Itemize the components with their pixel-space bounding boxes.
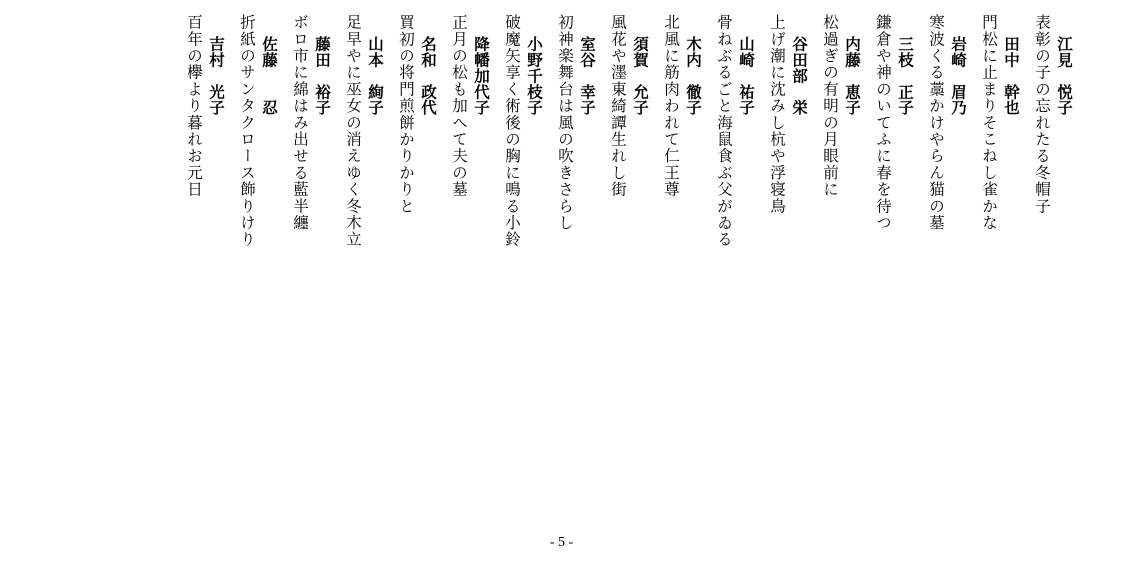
haiku-verse: 破魔矢享く術後の胸に鳴る小鈴 — [503, 14, 521, 248]
haiku-entry — [501, 14, 545, 248]
author-name: 山崎 祐子 — [737, 36, 756, 116]
haiku-verse: 上げ潮に沈みし杭や浮寝鳥 — [768, 14, 786, 215]
haiku-entry — [925, 14, 969, 231]
haiku-entry — [978, 14, 1022, 231]
haiku-verse: 初神楽舞台は風の吹きさらし — [556, 14, 574, 232]
author-name: 小野千枝子 — [525, 36, 544, 116]
author-name: 藤田 裕子 — [313, 36, 332, 116]
haiku-verse: 鎌倉や神のいてふに春を待つ — [874, 14, 892, 232]
haiku-verse: 門松に止まりそこねし雀かな — [980, 14, 998, 232]
haiku-verse: 寒波くる藁かけやらん猫の墓 — [927, 14, 945, 232]
author-name: 山本 絢子 — [366, 36, 385, 116]
haiku-entry — [289, 14, 333, 231]
author-name: 内藤 恵子 — [843, 36, 862, 116]
haiku-entry — [1031, 14, 1075, 214]
haiku-verse: 折紙のサンタクロース飾りけり — [238, 14, 256, 248]
haiku-list — [183, 14, 1075, 314]
haiku-verse: 松過ぎの有明の月眼前に — [821, 14, 839, 198]
haiku-entry — [607, 14, 651, 198]
haiku-entry — [342, 14, 386, 248]
author-name: 佐藤 忍 — [260, 36, 279, 116]
author-name: 江見 悦子 — [1055, 36, 1074, 116]
haiku-entry — [713, 14, 757, 248]
haiku-entry — [236, 14, 280, 248]
haiku-entry — [395, 14, 439, 214]
author-name: 室谷 幸子 — [578, 36, 597, 116]
author-name: 三枝 正子 — [896, 36, 915, 116]
haiku-verse: 正月の松も加へて夫の墓 — [450, 14, 468, 198]
author-name: 田中 幹也 — [1002, 36, 1021, 116]
haiku-verse: 足早やに巫女の消えゆく冬木立 — [344, 14, 362, 248]
author-name: 名和 政代 — [419, 36, 438, 116]
author-name: 降幡加代子 — [472, 36, 491, 116]
haiku-entry — [448, 14, 492, 198]
haiku-verse: 風花や濹東綺譚生れし街 — [609, 14, 627, 198]
author-name: 岩崎 眉乃 — [949, 36, 968, 116]
haiku-verse: 百年の欅より暮れお元日 — [185, 14, 203, 198]
haiku-entry — [660, 14, 704, 198]
author-name: 吉村 光子 — [207, 36, 226, 116]
haiku-verse: 骨ねぶるごと海鼠食ぶ父がゐる — [715, 14, 733, 248]
haiku-entry — [819, 14, 863, 198]
haiku-entry — [872, 14, 916, 231]
author-name: 木内 徹子 — [684, 36, 703, 116]
haiku-entry — [766, 14, 810, 214]
haiku-entry — [183, 14, 227, 198]
haiku-verse: ボロ市に綿はみ出せる藍半纏 — [291, 14, 309, 232]
page-number: - 5 - — [549, 535, 574, 550]
haiku-verse: 北風に筋肉われて仁王尊 — [662, 14, 680, 198]
author-name: 須賀 允子 — [631, 36, 650, 116]
haiku-entry — [554, 14, 598, 231]
haiku-verse: 買初の将門煎餅かりかりと — [397, 14, 415, 215]
haiku-verse: 表彰の子の忘れたる冬帽子 — [1033, 14, 1051, 215]
author-name: 谷田部 栄 — [790, 36, 809, 116]
